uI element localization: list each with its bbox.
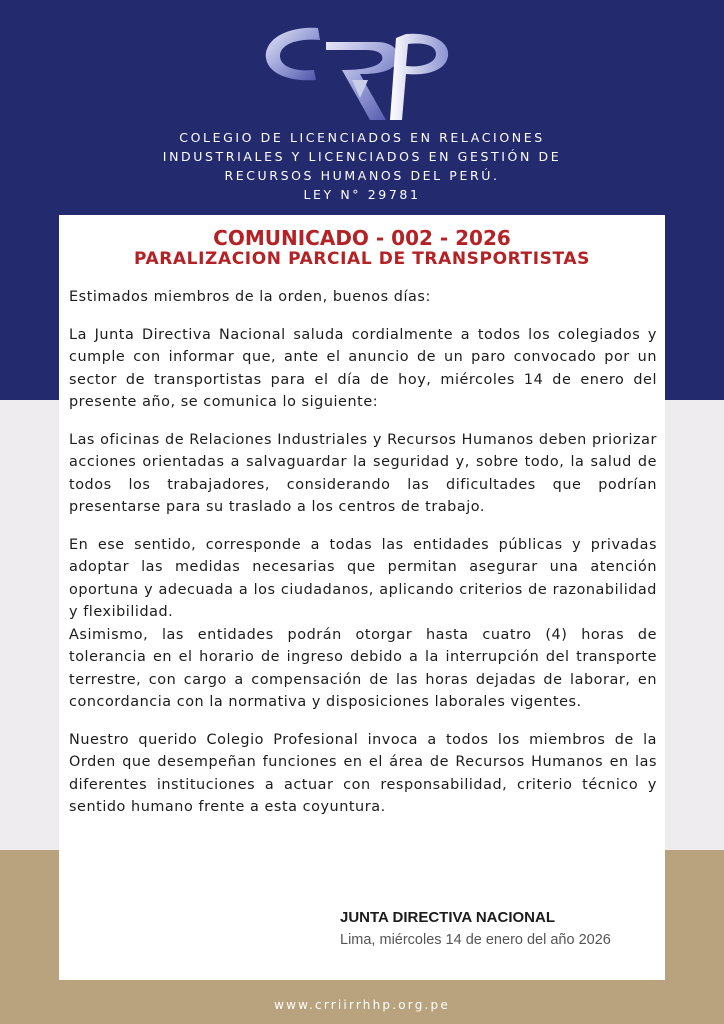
signature-place-date: Lima, miércoles 14 de enero del año 2026 xyxy=(340,932,611,948)
paragraph-5: Nuestro querido Colegio Profesional invoca a todos los miembros de la Orden que desempeñan funciones en el área de Recursos Humanos en las diferentes instituciones a actuar con responsabilidad, criterio técnico y sentido humano frente a esta coyuntura. xyxy=(69,731,657,815)
communique-card xyxy=(59,215,665,980)
law-number: LEY N° 29781 xyxy=(303,187,421,202)
signature-name: JUNTA DIRECTIVA NACIONAL xyxy=(340,909,555,926)
communique-subtitle: PARALIZACION PARCIAL DE TRANSPORTISTAS xyxy=(133,249,591,269)
paragraph-2: Las oficinas de Relaciones Industriales y Recursos Humanos deben priorizar acciones orientadas a salvaguardar la seguridad y, sobre todo, la salud de todos los trabajadores, considerando las dificultades que podrían presentarse para su traslado a los centros de trabajo. xyxy=(69,431,657,515)
paragraph-3: En ese sentido, corresponde a todas las entidades públicas y privadas adoptar las medidas necesarias que permitan asegurar una atención oportuna y adecuada a los ciudadanos, aplicando criterios de razonabilidad y flexibilidad. xyxy=(69,536,657,620)
signature-block xyxy=(340,908,660,952)
paragraph-1: La Junta Directiva Nacional saluda cordialmente a todos los colegiados y cumple con informar que, ante el anuncio de un paro convocado por un sector de transportistas para el día de hoy, miércoles 14 de enero del presente año, se comunica lo siguiente: xyxy=(69,326,657,410)
org-name-line-2: INDUSTRIALES Y LICENCIADOS EN GESTIÓN DE xyxy=(162,149,562,164)
communique-title: COMUNICADO - 002 - 2026 xyxy=(213,226,511,250)
org-name-line-3: RECURSOS HUMANOS DEL PERÚ. xyxy=(224,168,500,183)
org-name-line-1: COLEGIO DE LICENCIADOS EN RELACIONES xyxy=(179,130,545,145)
organization-name xyxy=(0,128,724,204)
paragraph-4: Asimismo, las entidades podrán otorgar hasta cuatro (4) horas de tolerancia en el horario de ingreso debido a la interrupción del transporte terrestre, con cargo a compensación de las horas dejadas de laborar, en concordancia con la normativa y disposiciones laborales vigentes. xyxy=(69,626,657,710)
website-link[interactable]: www.crriirrhhp.org.pe xyxy=(274,998,450,1012)
crrhp-logo-icon xyxy=(256,20,456,125)
communique-body xyxy=(69,286,657,834)
greeting: Estimados miembros de la orden, buenos días: xyxy=(69,289,431,305)
